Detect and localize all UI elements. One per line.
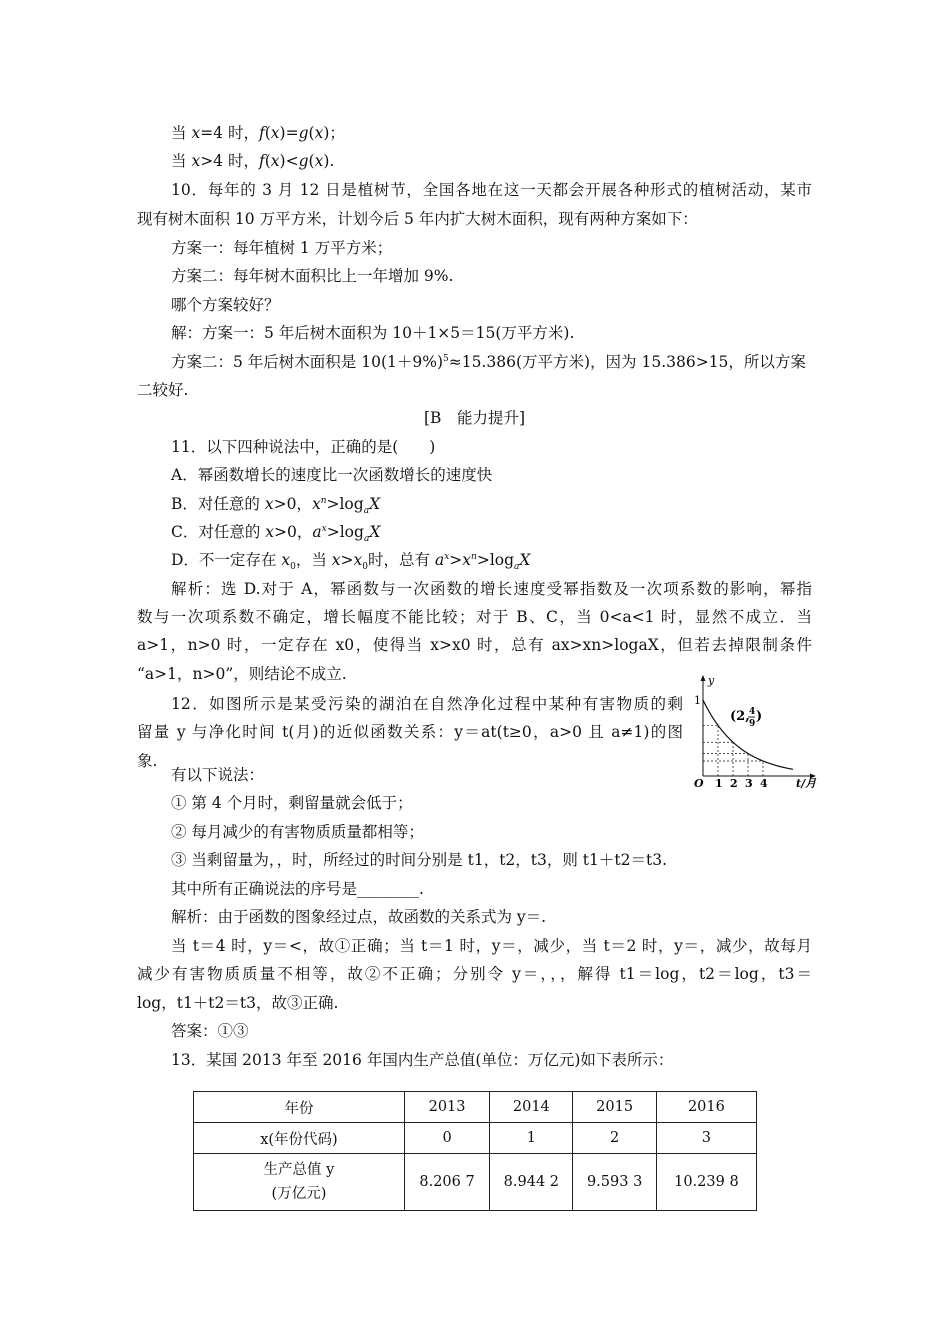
text: g	[298, 152, 309, 170]
text: x	[265, 523, 275, 541]
q11-solution-line: 解析：选 D.对于 A，幂函数与一次函数的增长速度受幂指数及一次项系数的影响，幂指	[171, 580, 812, 598]
text: )<	[279, 152, 299, 170]
q12-line: 象.	[137, 752, 158, 770]
q10-line: 哪个方案较好？	[171, 296, 280, 314]
text: a	[312, 523, 322, 541]
y-axis-label: y	[708, 674, 715, 687]
text: x	[191, 124, 201, 142]
table-cell: 0	[404, 1123, 489, 1154]
text: D．不一定存在	[171, 551, 282, 569]
table-cell: 8.206 7	[404, 1154, 489, 1211]
text: X	[369, 495, 381, 513]
text: B．对任意的	[171, 495, 265, 513]
q12-line: ① 第 4 个月时，剩留量就会低于；	[171, 794, 413, 812]
q10-line: 解：方案一：5 年后树木面积为 10＋1×5＝15(万平方米).	[171, 324, 575, 342]
q10-line: 10．每年的 3 月 12 日是植树节，全国各地在这一天都会开展各种形式的植树活动，某市	[171, 181, 812, 199]
y-tick-label: 1	[694, 694, 701, 707]
text: x	[314, 124, 324, 142]
table-header: 2016	[656, 1092, 756, 1123]
table-cell: 8.944 2	[490, 1154, 573, 1211]
subscript: a	[363, 534, 370, 545]
text: x	[270, 152, 280, 170]
q10-line	[171, 352, 806, 372]
superscript: x	[321, 523, 327, 534]
text: x	[462, 551, 472, 569]
q10-line: 方案一：每年植树 1 万平方米；	[171, 239, 393, 257]
dashed-guides	[703, 725, 763, 776]
origin-label: O	[694, 777, 704, 789]
text: >	[340, 551, 354, 569]
q12-line: ③ 当剩留量为，，时，所经过的时间分别是 t1，t2，t3，则 t1＋t2＝t3.	[171, 851, 668, 869]
point-open-label: (2,	[730, 709, 750, 724]
subscript: 0	[290, 562, 296, 573]
q11-option-b	[171, 494, 381, 517]
text: 方案二：5 年后树木面积是 10(1＋9%)	[171, 353, 443, 371]
text: x	[281, 551, 291, 569]
text: >log	[326, 495, 364, 513]
text-line	[171, 151, 334, 171]
text: f	[258, 124, 265, 142]
text: ，当	[295, 551, 332, 569]
text: (	[264, 152, 271, 170]
text: C．对任意的	[171, 523, 266, 541]
q12-line: ② 每月减少的有害物质质量都相等；	[171, 823, 424, 841]
superscript: 5	[443, 353, 449, 364]
text: 时，总有	[368, 551, 435, 569]
table-cell	[194, 1154, 405, 1211]
text: )=	[279, 124, 299, 142]
table-row	[194, 1154, 757, 1211]
table-cell: x(年份代码)	[194, 1123, 405, 1154]
text: (	[308, 124, 315, 142]
superscript: x	[444, 551, 450, 562]
decay-graph	[693, 674, 823, 789]
q11-option-a: A．幂函数增长的速度比一次函数增长的速度快	[171, 466, 493, 484]
table-cell-line: (万亿元)	[271, 1186, 327, 1202]
table-header: 年份	[194, 1092, 405, 1123]
table-cell: 9.593 3	[573, 1154, 656, 1211]
table-row	[194, 1092, 757, 1123]
y-axis-arrow	[701, 675, 706, 681]
text: >0，	[273, 495, 312, 513]
text: g	[298, 124, 309, 142]
text: x	[264, 495, 274, 513]
text: (	[308, 152, 315, 170]
text: (	[264, 124, 271, 142]
table-cell: 2	[573, 1123, 656, 1154]
text: >	[449, 551, 463, 569]
text: =4 时，	[200, 124, 259, 142]
q11-solution-line: “a>1，n>0”，则结论不成立.	[137, 665, 347, 683]
text: x	[191, 152, 201, 170]
subscript: a	[514, 562, 520, 573]
gdp-table	[193, 1091, 757, 1211]
x-tick-label: 4	[760, 777, 768, 789]
q12-solution-line: 减少有害物质质量不相等，故②不正确；分别令 y＝，，，解得 t1＝log，t2＝log，t3＝	[137, 965, 812, 983]
text: x	[353, 551, 363, 569]
q12-solution-line: log，t1＋t2＝t3，故③正确.	[137, 994, 339, 1012]
table-row	[194, 1123, 757, 1154]
superscript: n	[320, 495, 327, 506]
q12-answer: 答案：①③	[171, 1022, 249, 1040]
q11-option-c	[171, 522, 381, 545]
table-cell: 1	[490, 1123, 573, 1154]
text: 当	[171, 152, 192, 170]
text: x	[314, 152, 324, 170]
text: )；	[323, 124, 345, 142]
point-numerator: 4	[749, 707, 756, 717]
subscript: a	[363, 506, 370, 517]
text: X	[519, 551, 531, 569]
q12-line: 12．如图所示是某受污染的湖泊在自然净化过程中某种有害物质的剩	[171, 695, 683, 713]
q12-solution-line: 解析：由于函数的图象经过点，故函数的关系式为 y＝.	[171, 908, 547, 926]
superscript: n	[471, 551, 477, 562]
q12-solution-line: 当 t＝4 时，y＝<，故①正确；当 t＝1 时，y＝，减少，当 t＝2 时，y＝，减少，故每月	[171, 937, 812, 955]
x-axis-label: t/月	[796, 777, 817, 789]
x-tick-label: 1	[715, 777, 723, 789]
table-cell-line: 生产总值 y	[263, 1162, 335, 1178]
text: ).	[323, 152, 335, 170]
q11-stem: 11．以下四种说法中，正确的是( )	[171, 438, 436, 456]
q10-line: 现有树木面积 10 万平方米，计划今后 5 年内扩大树木面积，现有两种方案如下：	[137, 210, 698, 228]
text: f	[258, 152, 265, 170]
q11-solution-line: a>1，n>0 时，一定存在 x0，使得当 x>x0 时，总有 ax>xn>logaX，但若去掉限制条件	[137, 636, 812, 654]
table-cell: 3	[656, 1123, 756, 1154]
text: x	[270, 124, 280, 142]
text: ≈15.386(万平方米)，因为 15.386>15，所以方案	[448, 353, 806, 371]
text: 当	[171, 124, 192, 142]
text: x	[331, 551, 341, 569]
subscript: 0	[362, 562, 369, 573]
q10-line: 二较好.	[137, 381, 189, 399]
text: >4 时，	[200, 152, 259, 170]
q12-line: 留量 y 与净化时间 t(月)的近似函数关系：y＝at(t≥0，a>0 且 a≠1)的图	[137, 723, 683, 741]
q11-solution-line: 数与一次项系数不确定，增长幅度不能比较；对于 B、C，当 0<a<1 时，显然不成立．当	[137, 608, 812, 626]
q12-line: 其中所有正确说法的序号是________.	[171, 880, 424, 898]
x-tick-label: 2	[730, 777, 738, 789]
q11-option-d	[171, 550, 531, 573]
text-line	[171, 123, 345, 143]
q12-line: 有以下说法：	[171, 766, 265, 784]
table-cell: 10.239 8	[656, 1154, 756, 1211]
table-header: 2013	[404, 1092, 489, 1123]
section-heading: [B 能力提升]	[424, 409, 525, 427]
text: >0，	[274, 523, 313, 541]
q13-stem: 13．某国 2013 年至 2016 年国内生产总值(单位：万亿元)如下表所示：	[171, 1051, 674, 1069]
q10-line: 方案二：每年树木面积比上一年增加 9%.	[171, 267, 454, 285]
text: X	[369, 523, 381, 541]
text: >log	[326, 523, 364, 541]
point-close-label: )	[756, 709, 763, 724]
text: >log	[476, 551, 515, 569]
point-denominator: 9	[749, 719, 756, 729]
text: x	[311, 495, 321, 513]
x-tick-label: 3	[745, 777, 753, 789]
table-header: 2014	[490, 1092, 573, 1123]
text: a	[434, 551, 445, 569]
table-header: 2015	[573, 1092, 656, 1123]
